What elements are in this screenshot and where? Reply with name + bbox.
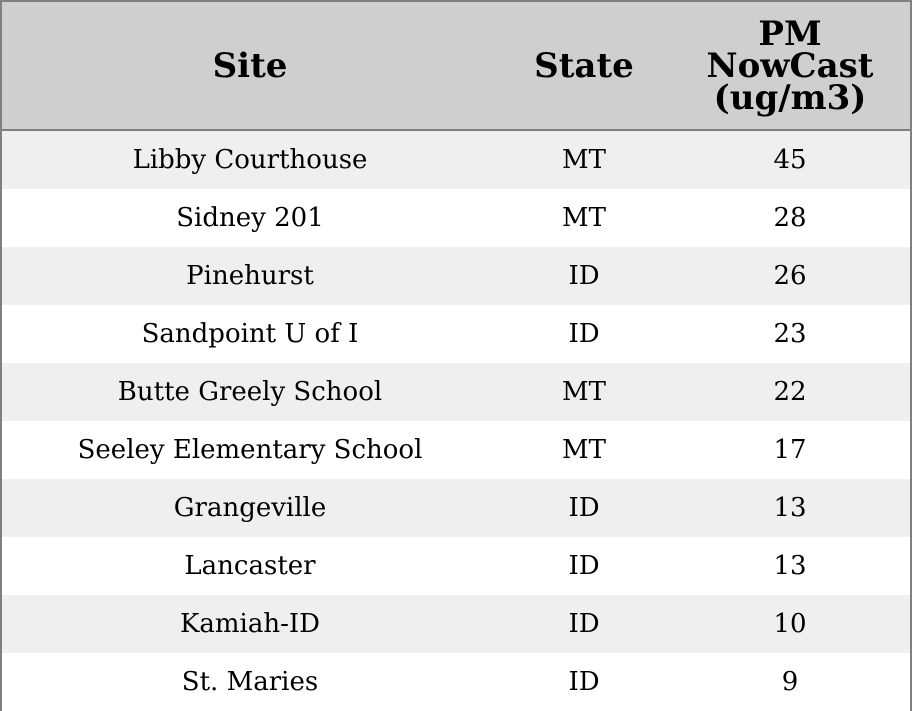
cell-site: St. Maries — [181, 667, 319, 697]
cell-site: Grangeville — [173, 493, 327, 523]
table-row — [2, 653, 910, 711]
table-row — [2, 479, 910, 537]
cell-pm-nowcast: 28 — [773, 203, 807, 233]
table-row — [2, 537, 910, 595]
table-row — [2, 131, 910, 189]
cell-site: Sandpoint U of I — [141, 319, 359, 349]
cell-state: ID — [568, 551, 600, 581]
table-row — [2, 363, 910, 421]
header-pm-line: PM — [758, 13, 822, 54]
table-row — [2, 189, 910, 247]
cell-pm-nowcast: 17 — [773, 435, 807, 465]
cell-state: MT — [562, 377, 606, 407]
cell-site: Sidney 201 — [176, 203, 324, 233]
header-site — [2, 2, 498, 129]
header-site-label: Site — [212, 45, 288, 86]
header-pm-line: NowCast — [706, 45, 874, 86]
table-body — [2, 131, 910, 711]
cell-state: ID — [568, 261, 600, 291]
cell-pm-nowcast: 23 — [773, 319, 807, 349]
cell-state: ID — [568, 319, 600, 349]
cell-site: Seeley Elementary School — [77, 435, 423, 465]
cell-state: MT — [562, 203, 606, 233]
table-header — [2, 2, 910, 131]
header-state-label: State — [534, 45, 634, 86]
header-pm-line: (ug/m3) — [713, 77, 867, 118]
cell-site: Butte Greely School — [117, 377, 383, 407]
table-row — [2, 247, 910, 305]
cell-pm-nowcast: 13 — [773, 493, 807, 523]
header-pm-nowcast — [670, 2, 910, 129]
table-row — [2, 305, 910, 363]
cell-state: ID — [568, 609, 600, 639]
header-pm-label-lines — [706, 13, 874, 118]
table-row — [2, 421, 910, 479]
header-state — [498, 2, 670, 129]
cell-state: MT — [562, 435, 606, 465]
cell-pm-nowcast: 13 — [773, 551, 807, 581]
cell-state: ID — [568, 667, 600, 697]
cell-site: Pinehurst — [186, 261, 314, 291]
cell-site: Lancaster — [184, 551, 316, 581]
cell-pm-nowcast: 10 — [773, 609, 807, 639]
cell-state: MT — [562, 145, 606, 175]
table-row — [2, 595, 910, 653]
cell-state: ID — [568, 493, 600, 523]
cell-pm-nowcast: 9 — [781, 667, 799, 697]
cell-site: Kamiah-ID — [179, 609, 321, 639]
cell-pm-nowcast: 26 — [773, 261, 807, 291]
cell-site: Libby Courthouse — [132, 145, 368, 175]
cell-pm-nowcast: 22 — [773, 377, 807, 407]
cell-pm-nowcast: 45 — [773, 145, 807, 175]
